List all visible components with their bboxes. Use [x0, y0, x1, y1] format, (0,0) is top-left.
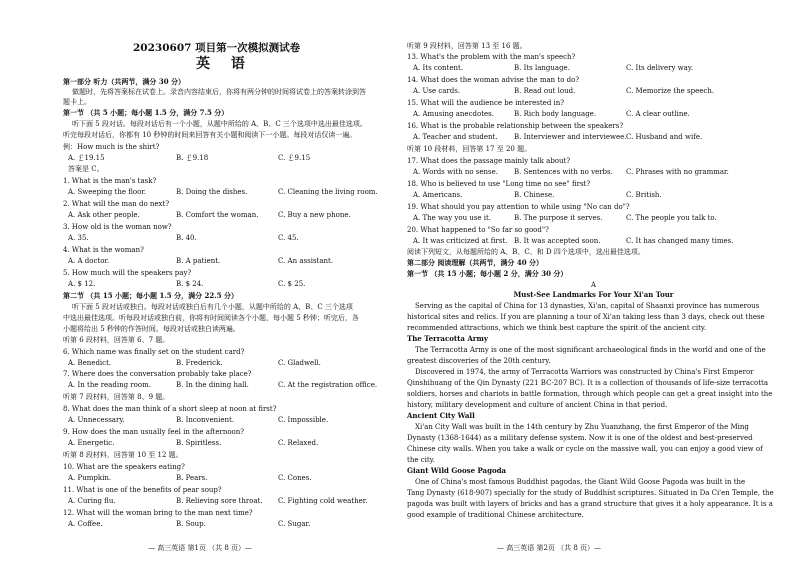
- option-b: B. Frederick.: [176, 359, 223, 367]
- option-a: A. Use cards.: [413, 87, 461, 95]
- option-b: B. Its language.: [514, 64, 570, 72]
- option-a: A. ￡19.15: [68, 154, 105, 162]
- example-question: 例：How much is the shirt?: [63, 143, 160, 151]
- option-c: C. Memorize the speech.: [626, 87, 715, 95]
- page-footer: — 高三英语 第1页 （共 8 页）—: [148, 544, 253, 552]
- passage-line: historical sites and relics. If you are planning a tour of Xi'an taking less than 3 days, check out these: [407, 313, 765, 321]
- question: 10. What are the speakers eating?: [63, 463, 185, 471]
- question: 13. What's the problem with the man's speech?: [407, 53, 576, 61]
- right-page: [397, 0, 794, 561]
- option-b: B. Rich body language.: [514, 110, 597, 118]
- option-a: A. Words with no sense.: [413, 168, 499, 176]
- option-a: A. 35.: [68, 234, 89, 242]
- page-footer: — 高三英语 第2页 （共 8 页）—: [497, 544, 602, 552]
- passage-line: Dynasty (1368-1644) as a military defense system. Now it is one of the oldest and best-preserved: [407, 434, 753, 442]
- instruction-text: 中选出最佳选项。听每段对话或独白前，你将有时间阅读各个小题，每小题 5 秒钟；听完后，各: [63, 314, 359, 322]
- option-b: B. Inconvenient.: [176, 416, 235, 424]
- option-c: C. Sugar.: [278, 520, 311, 528]
- option-c: C. It has changed many times.: [626, 237, 734, 245]
- option-b: B. A patient.: [176, 257, 221, 265]
- option-b: B. ￡9.18: [176, 154, 209, 162]
- option-c: C. Impossible.: [278, 416, 329, 424]
- option-c: C. At the registration office.: [278, 381, 378, 389]
- passage-line: One of China's most famous Buddhist pagodas, the Giant Wild Goose Pagoda was built in the: [415, 478, 746, 486]
- passage-line: soldiers, horses and chariots in battle formation, through which people can get a great insight into the: [407, 390, 773, 398]
- option-b: B. Spiritless.: [176, 439, 222, 447]
- reading-section1-heading: 第一节 （共 15 小题；每小题 2 分，满分 30 分）: [407, 269, 568, 278]
- passage-line: the city.: [407, 456, 435, 464]
- instruction-text: 做题时，先将答案标在试卷上。录音内容结束后，你将有两分钟的时间将试卷上的答案转涂到答: [72, 88, 366, 96]
- example-answer: 答案是 C。: [68, 165, 104, 173]
- option-c: C. Buy a new phone.: [278, 211, 351, 219]
- option-b: B. Read out loud.: [514, 87, 576, 95]
- exam-title: 20230607 项目第一次模拟测试卷: [133, 42, 301, 54]
- passage-line: recommended attractions, which we think best capture the spirit of the ancient city.: [407, 324, 707, 332]
- option-c: C. A clear outline.: [626, 110, 690, 118]
- option-a: A. Curing flu.: [68, 497, 116, 505]
- passage-line: Serving as the capital of China for 13 dynasties, Xi'an, capital of Shaanxi province has numerous: [415, 302, 760, 310]
- option-a: A. $ 12.: [68, 280, 96, 288]
- option-c: C. An assistant.: [278, 257, 334, 265]
- instruction-text: 听下面 5 段对话。每段对话后有一个小题，从题中所给的 A、B、C 三个选项中选出最佳选项。: [72, 120, 367, 128]
- question: 6. Which name was finally set on the student card?: [63, 348, 245, 356]
- material-note: 听第 7 段材料，回答第 8、9 题。: [63, 393, 170, 401]
- material-note: 听第 10 段材料，回答第 17 至 20 题。: [407, 145, 532, 153]
- passage-subheading: Giant Wild Goose Pagoda: [407, 466, 507, 475]
- option-a: A. Unnecessary.: [68, 416, 125, 424]
- material-note: 听第 9 段材料，回答第 13 至 16 题。: [407, 42, 527, 50]
- question: 5. How much will the speakers pay?: [63, 269, 192, 277]
- question: 3. How old is the woman now?: [63, 223, 172, 231]
- material-note: 听第 8 段材料，回答第 10 至 12 题。: [63, 451, 183, 459]
- option-b: B. 40.: [176, 234, 197, 242]
- option-b: B. Pears.: [176, 474, 208, 482]
- option-a: A. Americans.: [413, 191, 463, 199]
- option-c: C. Phrases with no grammar.: [626, 168, 729, 176]
- option-b: B. Sentences with no verbs.: [514, 168, 613, 176]
- passage-line: Chinese city walls. When you take a walk or cycle on the massive wall, you can enjoy a good view of: [407, 445, 763, 453]
- question: 19. What should you pay attention to while using "No can do"?: [407, 203, 630, 211]
- option-b: B. $ 24.: [176, 280, 204, 288]
- passage-line: The Terracotta Army is one of the most significant archaeological finds in the world and one of the: [415, 346, 766, 354]
- option-a: A. It was criticized at first.: [413, 237, 508, 245]
- option-b: B. Relieving sore throat.: [176, 497, 263, 505]
- option-a: A. Pumpkin.: [68, 474, 112, 482]
- question: 14. What does the woman advise the man to do?: [407, 76, 580, 84]
- option-c: C. Its delivery way.: [626, 64, 694, 72]
- option-a: A. Benedict.: [68, 359, 112, 367]
- option-c: C. The people you talk to.: [626, 214, 717, 222]
- instruction-text: 阅读下列短文，从每题所给的 A、B、C、和 D 四个选项中，选出最佳选项。: [407, 248, 645, 256]
- question: 8. What does the man think of a short sleep at noon at first?: [63, 405, 277, 413]
- option-a: A. In the reading room.: [68, 381, 151, 389]
- passage-subheading: Ancient City Wall: [407, 411, 475, 420]
- option-a: A. The way you use it.: [413, 214, 492, 222]
- option-a: A. Energetic.: [68, 439, 115, 447]
- option-c: C. Gladwell.: [278, 359, 321, 367]
- option-a: A. A doctor.: [68, 257, 110, 265]
- option-c: C. Husband and wife.: [626, 133, 703, 141]
- option-a: A. Teacher and student.: [413, 133, 498, 141]
- option-c: C. $ 25.: [278, 280, 306, 288]
- option-b: B. Doing the dishes.: [176, 188, 248, 196]
- option-c: C. British.: [626, 191, 662, 199]
- passage-line: Tang Dynasty (618-907) specially for the study of Buddhist scriptures. Situated in Da Ci'en Temple, the: [407, 489, 774, 497]
- question: 11. What is one of the benefits of pear soup?: [63, 486, 222, 494]
- option-a: A. Coffee.: [68, 520, 103, 528]
- option-c: C. Fighting cold weather.: [278, 497, 368, 505]
- passage-line: Discovered in 1974, the army of Terracotta Warriors was constructed by China's First Emperor: [415, 368, 754, 376]
- question: 1. What is the man's task?: [63, 177, 157, 185]
- material-note: 听第 6 段材料，回答第 6、7 题。: [63, 336, 170, 344]
- part1-heading: 第一部分 听力（共两节，满分 30 分）: [63, 77, 186, 86]
- passage-label: A: [591, 281, 597, 289]
- passage-subheading: The Terracotta Army: [407, 334, 488, 343]
- passage-line: Xi'an City Wall was built in the 14th century by Zhu Yuanzhang, the first Emperor of the Ming: [415, 423, 749, 431]
- option-b: B. The purpose it serves.: [514, 214, 603, 222]
- option-a: A. Sweeping the floor.: [68, 188, 147, 196]
- passage-title: Must-See Landmarks For Your Xi'an Tour: [513, 290, 674, 299]
- option-b: B. It was accepted soon.: [514, 237, 601, 245]
- instruction-text: 小题将给出 5 秒钟的作答时间。每段对话或独白读两遍。: [63, 325, 240, 333]
- subject-title: 英 语: [196, 56, 253, 72]
- option-c: C. 45.: [278, 234, 299, 242]
- question: 2. What will the man do next?: [63, 200, 170, 208]
- question: 20. What happened to "So far so good"?: [407, 226, 549, 234]
- question: 12. What will the woman bring to the man next time?: [63, 509, 253, 517]
- instruction-text: 题卡上。: [63, 98, 91, 106]
- option-a: A. Amusing anecdotes.: [413, 110, 494, 118]
- instruction-text: 听完每段对话后，你都有 10 秒钟的时间来回答有关小题和阅读下一小题。每段对话仅读一遍。: [63, 131, 357, 139]
- passage-line: Qinshihuang of the Qin Dynasty (221 BC-207 BC). It is a collection of thousands of life-size terracotta: [407, 379, 769, 387]
- question: 9. How does the man usually feel in the afternoon?: [63, 428, 245, 436]
- question: 7. Where does the conversation probably take place?: [63, 370, 252, 378]
- option-a: A. Ask other people.: [68, 211, 140, 219]
- question: 15. What will the audience be interested in?: [407, 99, 565, 107]
- option-b: B. Chinese.: [514, 191, 555, 199]
- option-c: C. Cones.: [278, 474, 312, 482]
- option-b: B. Soup.: [176, 520, 206, 528]
- question: 16. What is the probable relationship between the speakers?: [407, 122, 624, 130]
- option-c: C. Relaxed.: [278, 439, 319, 447]
- question: 17. What does the passage mainly talk about?: [407, 157, 571, 165]
- passage-line: greatest discoveries of the 20th century.: [407, 357, 551, 365]
- option-b: B. Comfort the woman.: [176, 211, 259, 219]
- section2-heading: 第二节 （共 15 小题；每小题 1.5 分，满分 22.5 分）: [63, 291, 239, 300]
- passage-line: pagoda was built with layers of bricks and has a grand structure that gives it a holy appearance. It is a: [407, 500, 773, 508]
- option-a: A. Its content.: [413, 64, 464, 72]
- option-b: B. In the dining hall.: [176, 381, 249, 389]
- option-c: C. ￡9.15: [278, 154, 311, 162]
- option-c: C. Cleaning the living room.: [278, 188, 378, 196]
- passage-line: history, military development and culture of ancient China in that period.: [407, 401, 668, 409]
- question: 4. What is the woman?: [63, 246, 144, 254]
- question: 18. Who is believed to use "Long time no see" first?: [407, 180, 591, 188]
- section1-heading: 第一节 （共 5 小题；每小题 1.5 分，满分 7.5 分）: [63, 108, 229, 117]
- part2-heading: 第二部分 阅读理解（共两节，满分 40 分）: [407, 258, 544, 267]
- passage-line: good example of traditional Chinese architecture.: [407, 511, 584, 519]
- instruction-text: 听下面 5 段对话或独白。每段对话或独白后有几个小题，从题中所给的 A、B、C 三个选项: [72, 303, 353, 311]
- option-b: B. Interviewer and interviewee.: [514, 133, 627, 141]
